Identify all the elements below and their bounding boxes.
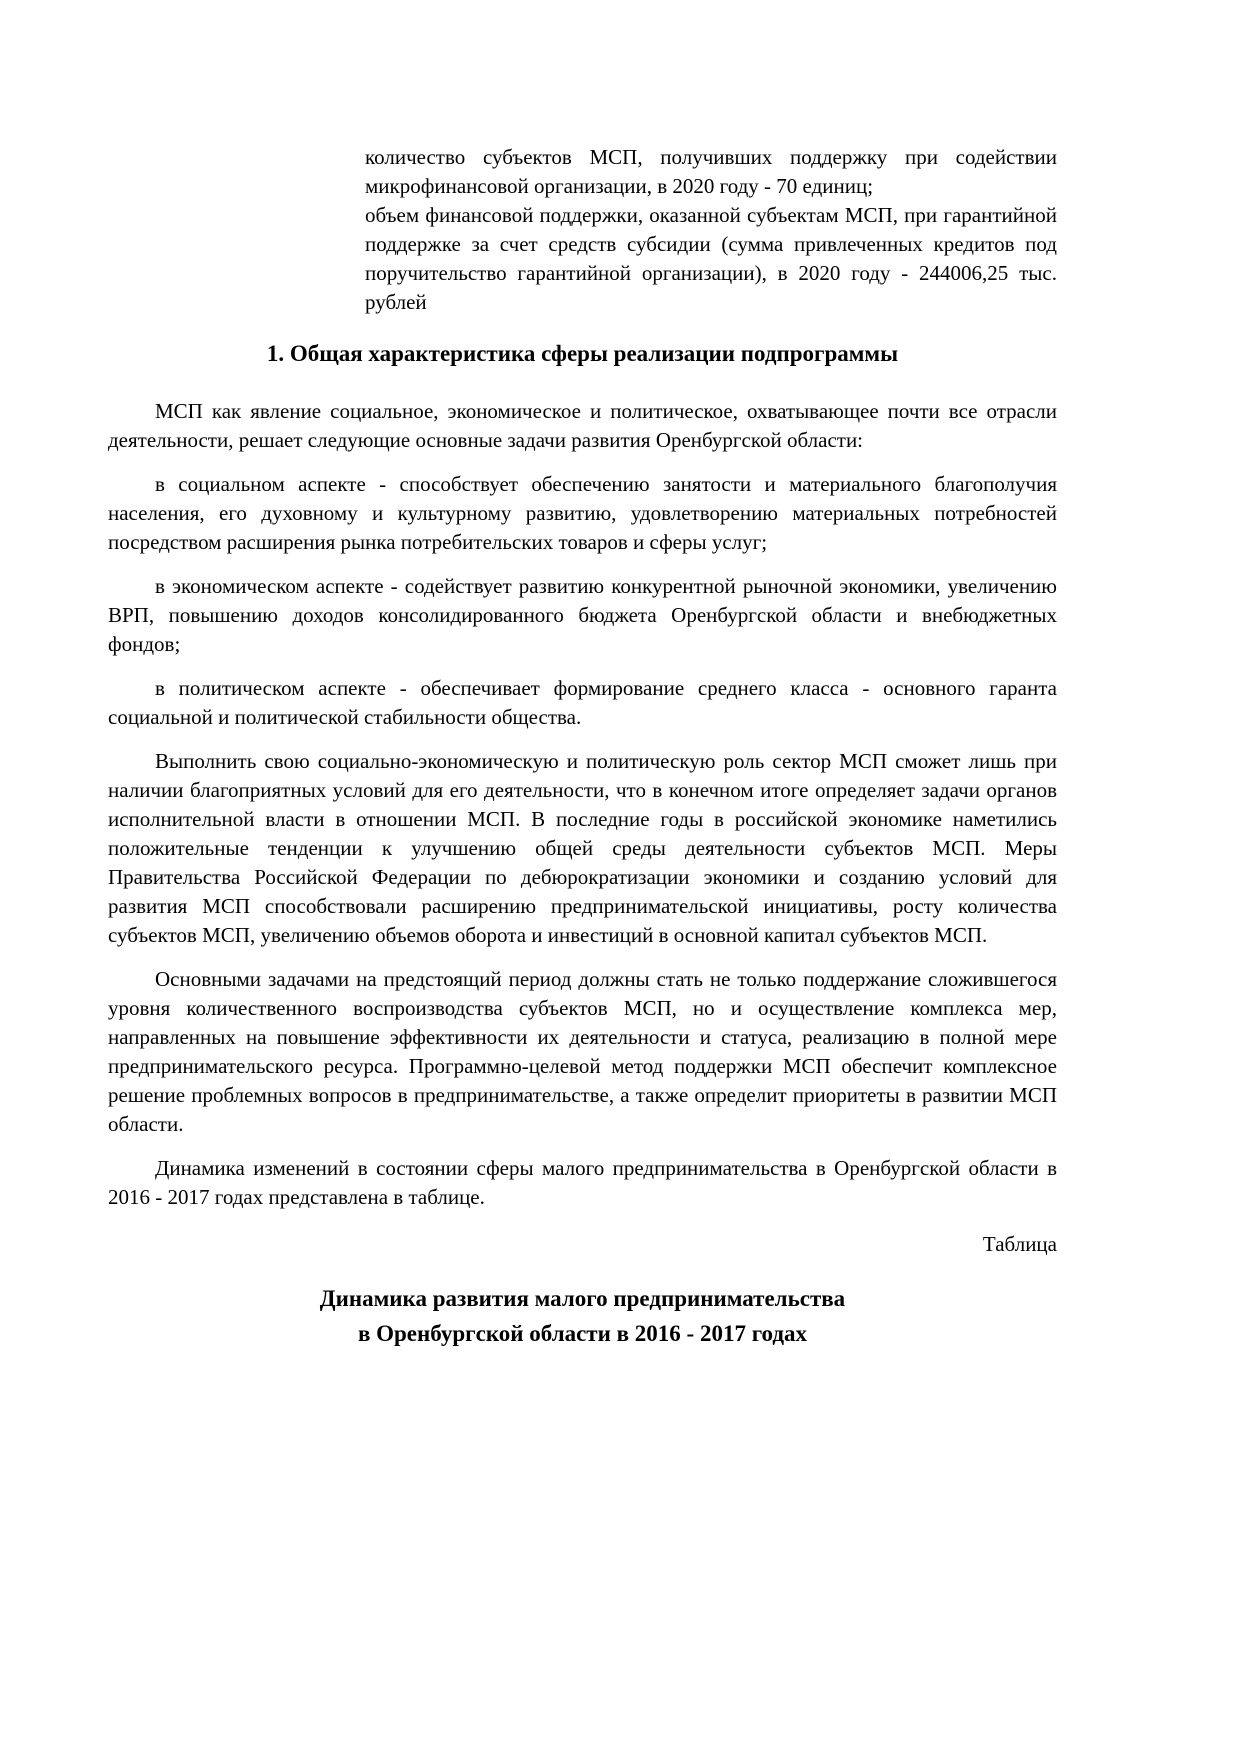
table-title-line1: Динамика развития малого предпринимательства	[319, 1286, 846, 1311]
paragraph-msp-overview: МСП как явление социальное, экономическое и политическое, охватывающее почти все отрасли деятельности, решает следующие основные задачи развития Оренбургской области:	[108, 399, 1057, 452]
paragraph-dynamics-intro: Динамика изменений в состоянии сферы малого предпринимательства в Оренбургской области в 2016 - 2017 годах представлена в таблице.	[108, 1156, 1057, 1209]
paragraph-political-aspect: в политическом аспекте - обеспечивает формирование среднего класса - основного гаранта социальной и политической стабильности общества.	[108, 676, 1057, 729]
paragraph-economic-aspect: в экономическом аспекте - содействует развитию конкурентной рыночной экономики, увеличению ВРП, повышению доходов консолидированного бюджета Оренбургской области и внебюджетных фондов;	[108, 574, 1057, 656]
intro-indented-block	[365, 143, 1057, 317]
section-heading: 1. Общая характеристика сферы реализации подпрограммы	[266, 341, 899, 366]
paragraph-conditions: Выполнить свою социально-экономическую и политическую роль сектор МСП сможет лишь при наличии благоприятных условий для его деятельности, что в конечном итоге определяет задачи органов исполнительной власти в отношении МСП. В последние годы в российской экономике наметились положительные тенденции к улучшению общей среды деятельности субъектов МСП. Меры Правительства Российской Федерации по дебюрократизации экономики и созданию условий для развития МСП способствовали расширению предпринимательской инициативы, росту количества субъектов МСП, увеличению объемов оборота и инвестиций в основной капитал субъектов МСП.	[108, 749, 1057, 947]
paragraph-social-aspect: в социальном аспекте - способствует обеспечению занятости и материального благополучия населения, его духовному и культурному развитию, удовлетворению материальных потребностей посредством расширения рынка потребительских товаров и сферы услуг;	[108, 472, 1057, 554]
table-title	[108, 1281, 1057, 1351]
paragraph-main-tasks: Основными задачами на предстоящий период должны стать не только поддержание сложившегося уровня количественного воспроизводства субъектов МСП, но и осуществление комплекса мер, направленных на повышение эффективности их деятельности и статуса, реализацию в полной мере предпринимательского ресурса. Программно-целевой метод поддержки МСП обеспечит комплексное решение проблемных вопросов в предпринимательстве, а также определит приоритеты в развитии МСП области.	[108, 967, 1057, 1136]
intro-item-financial-support: объем финансовой поддержки, оказанной субъектам МСП, при гарантийной поддержке за счет средств субсидии (сумма привлеченных кредитов под поручительство гарантийной организации), в 2020 году - 244006,25 тыс. рублей	[365, 203, 1057, 314]
intro-item-microfinance: количество субъектов МСП, получивших поддержку при содействии микрофинансовой организации, в 2020 году - 70 единиц;	[365, 145, 1057, 198]
table-label: Таблица	[982, 1232, 1057, 1256]
table-title-line2: в Оренбургской области в 2016 - 2017 годах	[357, 1321, 808, 1346]
